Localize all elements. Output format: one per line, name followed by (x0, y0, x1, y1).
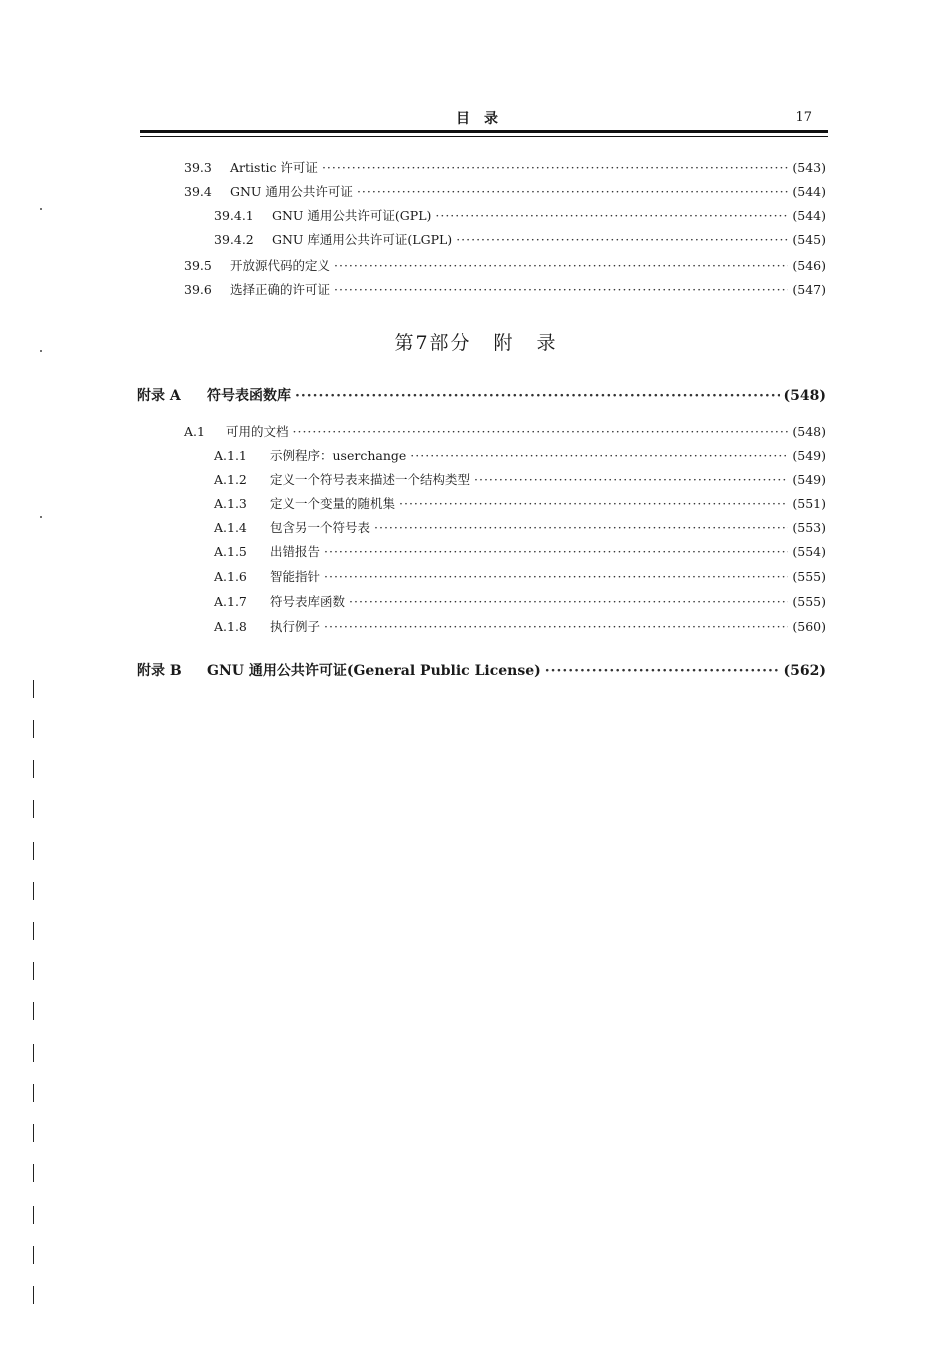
margin-mark (33, 1246, 34, 1264)
leader-dots (545, 663, 780, 679)
leader-dots (399, 496, 788, 511)
toc-page: (554) (792, 544, 826, 559)
toc-number: A.1.6 (214, 569, 247, 584)
running-header (140, 108, 828, 130)
margin-mark (33, 922, 34, 940)
toc-text: GNU 通用公共许可证(GPL) (272, 208, 432, 223)
leader-dots (410, 448, 788, 463)
toc-text: Artistic 许可证 (230, 160, 318, 175)
toc-text: 定义一个符号表来描述一个结构类型 (270, 472, 471, 487)
toc-page: (551) (792, 496, 826, 511)
toc-number: A.1 (184, 424, 205, 439)
toc-page: (544) (792, 184, 826, 199)
header-rule-thin (140, 136, 828, 137)
toc-number: 附录 B (137, 663, 182, 679)
margin-mark (33, 962, 34, 980)
header-rule-thick (140, 130, 828, 133)
part-name-first: 附 (493, 332, 515, 354)
part-name-second: 录 (536, 332, 558, 354)
leader-dots (357, 184, 788, 199)
toc-entry-a-1-2[interactable] (214, 470, 826, 488)
toc-text: 开放源代码的定义 (230, 258, 331, 273)
margin-mark (33, 720, 34, 738)
scan-speck (40, 516, 42, 518)
toc-text: 选择正确的许可证 (230, 282, 331, 297)
toc-number: A.1.1 (214, 448, 247, 463)
header-page-number: 17 (795, 110, 812, 125)
toc-number: 39.4.2 (214, 232, 254, 247)
toc-page: (547) (792, 282, 826, 297)
toc-entry-39-6[interactable] (184, 280, 826, 298)
toc-page: (548) (783, 388, 826, 404)
leader-dots (456, 232, 788, 247)
toc-page: (555) (792, 569, 826, 584)
toc-page: (562) (783, 663, 826, 679)
toc-number: A.1.3 (214, 496, 247, 511)
leader-dots (322, 160, 788, 175)
toc-page: (549) (792, 472, 826, 487)
leader-dots (334, 282, 788, 297)
toc-number: A.1.8 (214, 619, 247, 634)
toc-text: GNU 库通用公共许可证(LGPL) (272, 232, 453, 247)
margin-mark (33, 882, 34, 900)
toc-text: 可用的文档 (226, 424, 289, 439)
toc-entry-39-4-1[interactable] (214, 206, 826, 224)
toc-entry-a-1-1[interactable] (214, 446, 826, 464)
leader-dots (293, 424, 789, 439)
toc-page: (543) (792, 160, 826, 175)
part-heading (0, 328, 952, 355)
toc-number: 39.4 (184, 184, 212, 199)
toc-number: 39.3 (184, 160, 212, 175)
toc-number: A.1.4 (214, 520, 247, 535)
toc-text: GNU 通用公共许可证(General Public License) (207, 663, 541, 679)
toc-number: 39.4.1 (214, 208, 254, 223)
margin-mark (33, 1286, 34, 1304)
toc-entry-a-1[interactable] (184, 422, 826, 440)
toc-page: (560) (792, 619, 826, 634)
toc-number: 附录 A (137, 388, 181, 404)
toc-text: 定义一个变量的随机集 (270, 496, 396, 511)
scan-speck (40, 208, 42, 210)
toc-page: (548) (792, 424, 826, 439)
toc-number: 39.6 (184, 282, 212, 297)
toc-entry-39-4-2[interactable] (214, 230, 826, 248)
leader-dots (324, 544, 788, 559)
toc-entry-a-1-7[interactable] (214, 592, 826, 610)
margin-mark (33, 800, 34, 818)
toc-entry-39-4[interactable] (184, 182, 826, 200)
toc-text: 示例程序：userchange (270, 448, 407, 463)
toc-text: 智能指针 (270, 569, 321, 584)
header-title: 目录 (456, 111, 512, 127)
toc-appendix-b[interactable] (137, 660, 826, 682)
toc-page: (553) (792, 520, 826, 535)
toc-appendix-a[interactable] (137, 385, 826, 407)
leader-dots (334, 258, 788, 273)
toc-number: A.1.7 (214, 594, 247, 609)
leader-dots (295, 388, 780, 404)
margin-mark (33, 1164, 34, 1182)
toc-page: (546) (792, 258, 826, 273)
leader-dots (435, 208, 788, 223)
toc-entry-39-5[interactable] (184, 256, 826, 274)
margin-mark (33, 1084, 34, 1102)
toc-number: A.1.5 (214, 544, 247, 559)
margin-mark (33, 680, 34, 698)
toc-entry-a-1-6[interactable] (214, 567, 826, 585)
leader-dots (374, 520, 788, 535)
margin-mark (33, 842, 34, 860)
toc-text: 执行例子 (270, 619, 321, 634)
toc-text: 包含另一个符号表 (270, 520, 371, 535)
toc-entry-a-1-8[interactable] (214, 617, 826, 635)
margin-mark (33, 1124, 34, 1142)
toc-entry-a-1-4[interactable] (214, 518, 826, 536)
margin-mark (33, 760, 34, 778)
toc-entry-a-1-3[interactable] (214, 494, 826, 512)
part-label: 第7部分 (394, 332, 472, 354)
toc-text: 符号表库函数 (270, 594, 346, 609)
toc-text: GNU 通用公共许可证 (230, 184, 353, 199)
margin-mark (33, 1044, 34, 1062)
margin-mark (33, 1002, 34, 1020)
toc-page: (549) (792, 448, 826, 463)
toc-page: (544) (792, 208, 826, 223)
toc-number: 39.5 (184, 258, 212, 273)
toc-entry-a-1-5[interactable] (214, 542, 826, 560)
toc-number: A.1.2 (214, 472, 247, 487)
leader-dots (324, 569, 788, 584)
toc-page: (545) (792, 232, 826, 247)
toc-entry-39-3[interactable] (184, 158, 826, 176)
margin-mark (33, 1206, 34, 1224)
toc-text: 符号表函数库 (207, 388, 291, 404)
toc-text: 出错报告 (270, 544, 321, 559)
leader-dots (349, 594, 788, 609)
leader-dots (474, 472, 788, 487)
scan-speck (40, 350, 42, 352)
toc-page: (555) (792, 594, 826, 609)
leader-dots (324, 619, 788, 634)
